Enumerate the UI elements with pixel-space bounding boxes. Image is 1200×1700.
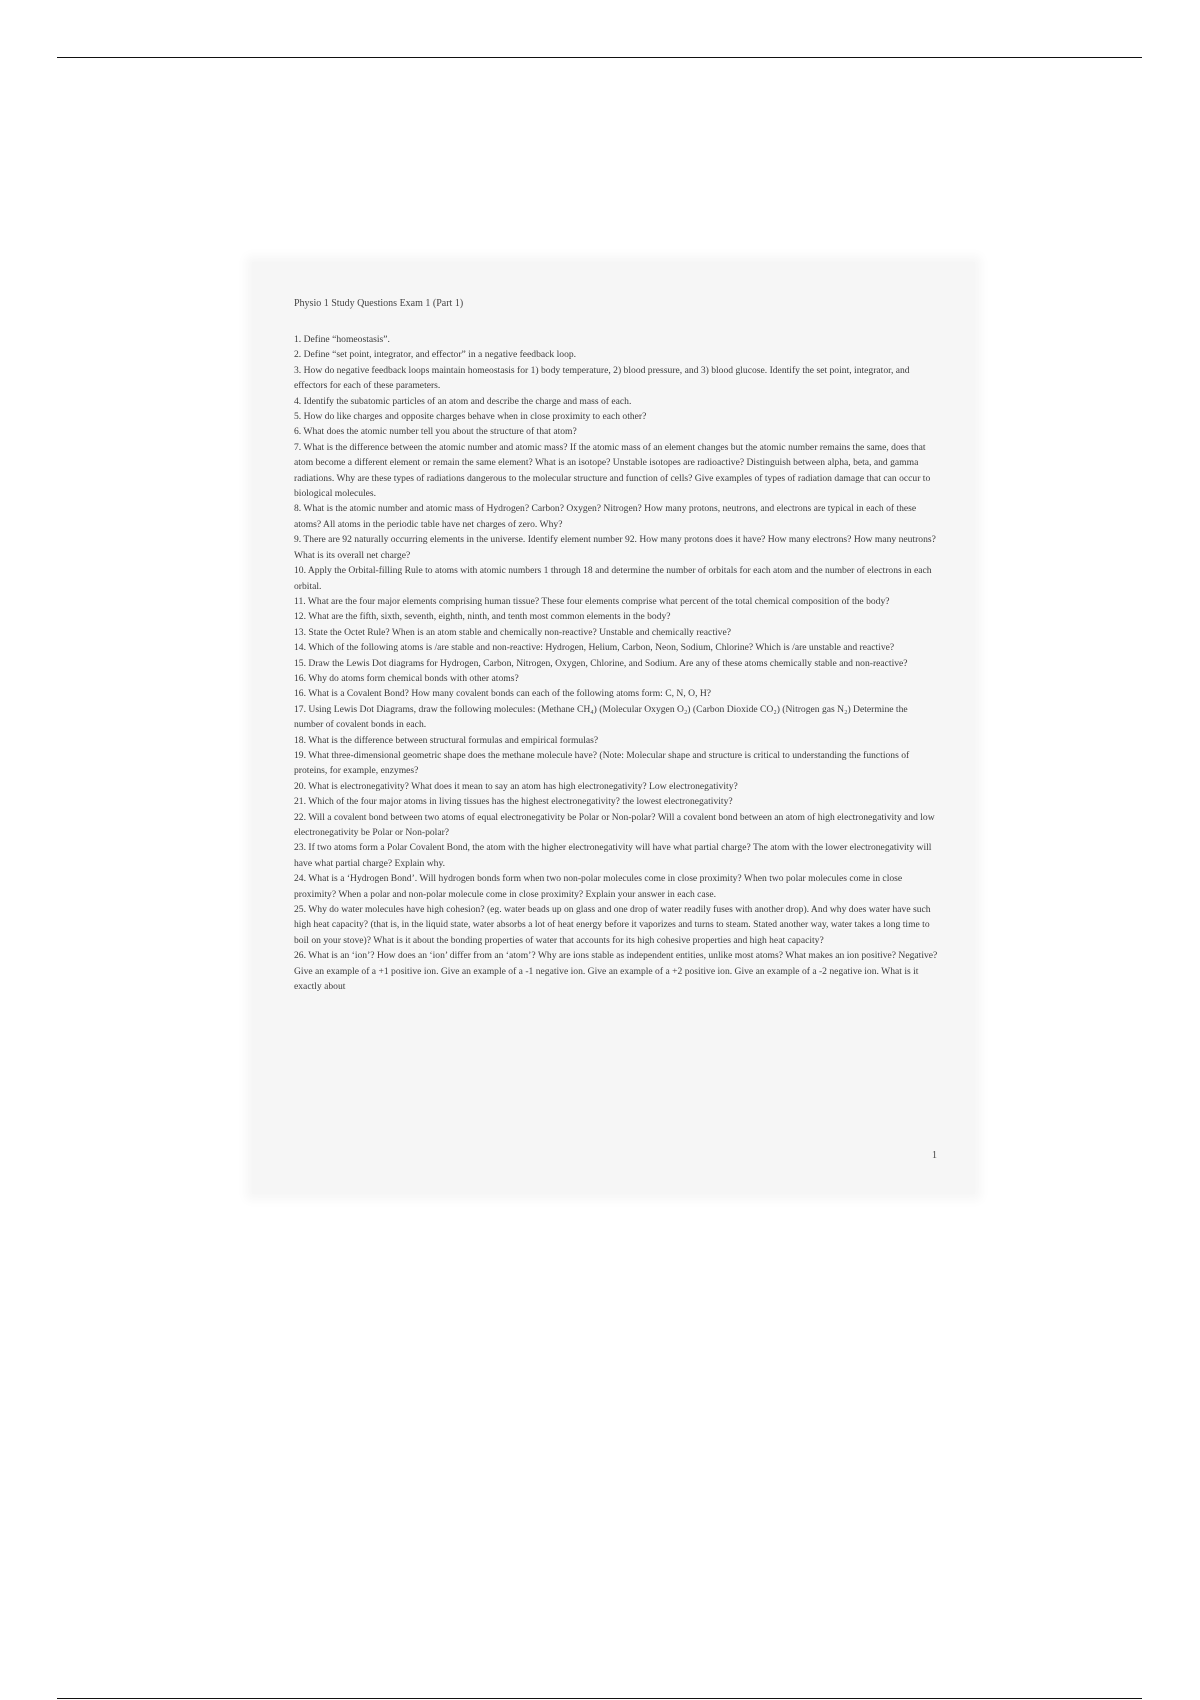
- question-item: 21. Which of the four major atoms in living tissues has the highest electronegativity? the lowest electronegativity?: [294, 796, 733, 808]
- question-item: 13. State the Octet Rule? When is an atom stable and chemically non-reactive? Unstable and chemically reactive?: [294, 626, 731, 638]
- question-item: 4. Identify the subatomic particles of an atom and describe the charge and mass of each.: [294, 395, 632, 407]
- question-item: 5. How do like charges and opposite charges behave when in close proximity to each other?: [294, 411, 647, 423]
- question-item: 22. Will a covalent bond between two atoms of equal electronegativity be Polar or Non-polar? Will a covalent bond between an atom of high electronegativity and low electronegativity be Polar or Non-polar?: [294, 811, 935, 838]
- question-item: 25. Why do water molecules have high cohesion? (eg. water beads up on glass and one drop of water readily fuses with another drop). And why does water have such high heat capacity? (that is, in the liquid state, water absorbs a lot of heat energy before it vaporizes and turns to steam. Stated another way, water takes a long time to boil on your stove)? What is it about the bonding properties of water that accounts for its high cohesive properties and high heat capacity?: [294, 904, 931, 946]
- question-item: 18. What is the difference between structural formulas and empirical formulas?: [294, 734, 599, 746]
- question-item: 24. What is a ‘Hydrogen Bond’. Will hydrogen bonds form when two non-polar molecules come in close proximity? When two polar molecules come in close proximity? When a polar and non-polar molecule come in close proximity? Explain your answer in each case.: [294, 873, 903, 900]
- question-item: 17. Using Lewis Dot Diagrams, draw the following molecules: (Methane CH₄) (Molecular Oxygen O₂) (Carbon Dioxide CO₂) (Nitrogen gas N₂) Determine the number of covalent bonds in each.: [294, 703, 908, 731]
- question-item: 3. How do negative feedback loops maintain homeostasis for 1) body temperature, 2) blood pressure, and 3) blood glucose. Identify the set point, integrator, and effectors for each of these parameters.: [294, 364, 910, 392]
- question-item: 19. What three-dimensional geometric shape does the methane molecule have? (Note: Molecular shape and structure is critical to understanding the functions of proteins, for example, enzymes?: [294, 749, 910, 777]
- question-item: 2. Define “set point, integrator, and effector” in a negative feedback loop.: [294, 349, 577, 361]
- question-item: 11. What are the four major elements comprising human tissue? These four elements comprise what percent of the total chemical composition of the body?: [294, 595, 890, 607]
- page-number: 1: [932, 1150, 937, 1161]
- question-item: 15. Draw the Lewis Dot diagrams for Hydrogen, Carbon, Nitrogen, Oxygen, Chlorine, and Sodium. Are any of these atoms chemically stable and non-reactive?: [294, 657, 908, 669]
- document-title: Physio 1 Study Questions Exam 1 (Part 1): [294, 298, 464, 309]
- top-divider: [57, 57, 1142, 58]
- question-item: 1. Define “homeostasis”.: [294, 334, 390, 345]
- question-item: 6. What does the atomic number tell you about the structure of that atom?: [294, 426, 577, 438]
- question-item: 16. Why do atoms form chemical bonds with other atoms?: [294, 672, 519, 684]
- question-item: 12. What are the fifth, sixth, seventh, eighth, ninth, and tenth most common elements in the body?: [294, 611, 671, 623]
- question-item: 10. Apply the Orbital-filling Rule to atoms with atomic numbers 1 through 18 and determine the number of orbitals for each atom and the number of electrons in each orbital.: [294, 565, 932, 592]
- question-list: [294, 332, 939, 994]
- question-item: 23. If two atoms form a Polar Covalent Bond, the atom with the higher electronegativity will have what partial charge? The atom with the lower electronegativity will have what partial charge? Explain why.: [294, 842, 932, 869]
- bottom-divider: [57, 1698, 1142, 1699]
- question-item: 16. What is a Covalent Bond? How many covalent bonds can each of the following atoms form: C, N, O, H?: [294, 688, 712, 700]
- question-item: 14. Which of the following atoms is /are stable and non-reactive: Hydrogen, Helium, Carbon, Neon, Sodium, Chlorine? Which is /are unstable and reactive?: [294, 642, 895, 654]
- question-item: 20. What is electronegativity? What does it mean to say an atom has high electronegativity? Low electronegativity?: [294, 780, 738, 792]
- question-item: 9. There are 92 naturally occurring elements in the universe. Identify element number 92. How many protons does it have? How many electrons? How many neutrons? What is its overall net charge?: [294, 534, 936, 561]
- question-item: 26. What is an ‘ion’? How does an ‘ion’ differ from an ‘atom’? Why are ions stable as independent entities, unlike most atoms? What makes an ion positive? Negative? Give an example of a +1 positive ion. Give an example of a -1 negative ion. Give an example of a +2 positive ion. Give an example of a -2 negative ion. What is it exactly about: [294, 950, 938, 993]
- question-item: 8. What is the atomic number and atomic mass of Hydrogen? Carbon? Oxygen? Nitrogen? How many protons, neutrons, and electrons are typical in each of these atoms? All atoms in the periodic table have net charges of zero. Why?: [294, 503, 917, 530]
- question-item: 7. What is the difference between the atomic number and atomic mass? If the atomic mass of an element changes but the atomic number remains the same, does that atom become a different element or remain the same element? What is an isotope? Unstable isotopes are radioactive? Distinguish between alpha, beta, and gamma radiations. Why are these types of radiations dangerous to the molecular structure and function of cells? Give examples of types of radiation damage that can occur to biological molecules.: [294, 441, 931, 500]
- scanned-page: [252, 262, 975, 1194]
